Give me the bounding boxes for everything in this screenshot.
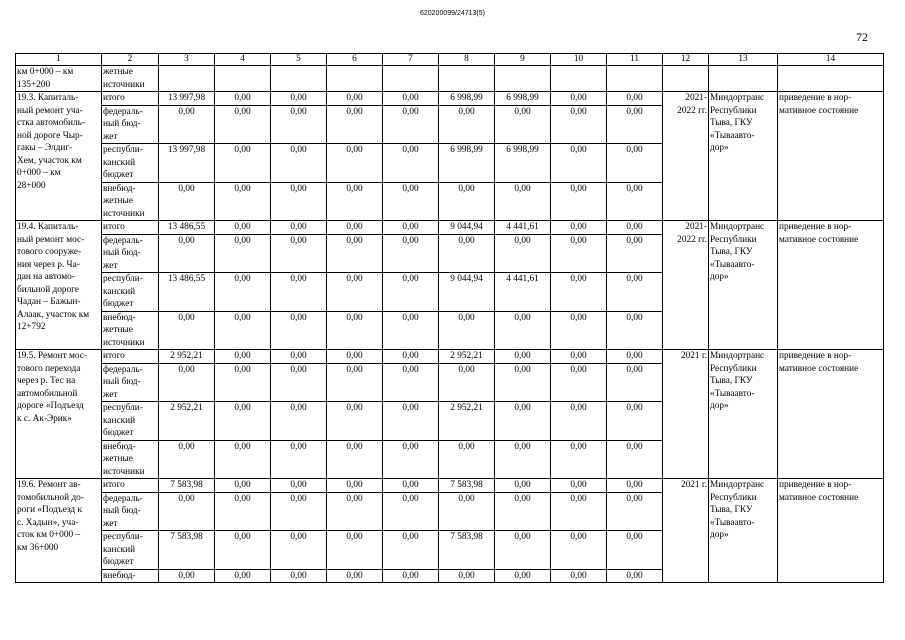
amount-cell: 6 998,99: [495, 144, 551, 183]
column-header: 6: [327, 54, 383, 66]
period-cell: 2021- 2022 гг.: [663, 221, 709, 350]
amount-cell: 0,00: [607, 569, 663, 583]
column-header: 8: [439, 54, 495, 66]
amount-cell: 0,00: [271, 531, 327, 570]
empty-cell: [383, 66, 439, 92]
amount-cell: 0,00: [607, 350, 663, 364]
executor-cell: Миндортранс Республики Тыва, ГКУ «Тываавто- дор»: [709, 92, 778, 221]
amount-cell: 13 486,55: [159, 273, 215, 312]
amount-cell: 0,00: [551, 234, 607, 273]
amount-cell: 0,00: [327, 350, 383, 364]
amount-cell: 0,00: [271, 440, 327, 479]
column-header: 7: [383, 54, 439, 66]
table-row: [16, 479, 884, 493]
amount-cell: 0,00: [607, 144, 663, 183]
column-header: 11: [607, 54, 663, 66]
empty-cell: [215, 66, 271, 92]
amount-cell: 0,00: [383, 92, 439, 106]
amount-cell: 0,00: [383, 569, 439, 583]
amount-cell: 0,00: [383, 402, 439, 441]
funding-source-cell: республи- канский бюджет: [102, 144, 159, 183]
amount-cell: 0,00: [495, 440, 551, 479]
amount-cell: 0,00: [327, 363, 383, 402]
amount-cell: 0,00: [607, 92, 663, 106]
object-name-cell: 19.5. Ремонт мос- тового перехода через р. Тес на автомобильной дороге «Подъезд к с. Ак-Эрик»: [16, 350, 102, 479]
amount-cell: 0,00: [271, 182, 327, 221]
amount-cell: 0,00: [551, 492, 607, 531]
amount-cell: 0,00: [383, 363, 439, 402]
page-number: 72: [856, 30, 868, 44]
amount-cell: 2 952,21: [159, 350, 215, 364]
result-cell: приведение в нор- мативное состояние: [778, 92, 884, 221]
amount-cell: 0,00: [271, 221, 327, 235]
amount-cell: 0,00: [271, 479, 327, 493]
amount-cell: 0,00: [159, 311, 215, 350]
executor-cell: Миндортранс Республики Тыва, ГКУ «Тываавто- дор»: [709, 479, 778, 583]
empty-cell: [495, 66, 551, 92]
column-header: 5: [271, 54, 327, 66]
amount-cell: 0,00: [607, 273, 663, 312]
amount-cell: 0,00: [495, 569, 551, 583]
amount-cell: 0,00: [215, 234, 271, 273]
amount-cell: 0,00: [607, 402, 663, 441]
amount-cell: 0,00: [439, 492, 495, 531]
empty-cell: [159, 66, 215, 92]
amount-cell: 0,00: [439, 363, 495, 402]
amount-cell: 7 583,98: [439, 531, 495, 570]
amount-cell: 0,00: [607, 479, 663, 493]
amount-cell: 2 952,21: [439, 350, 495, 364]
amount-cell: 0,00: [327, 402, 383, 441]
amount-cell: 0,00: [383, 221, 439, 235]
amount-cell: 7 583,98: [159, 479, 215, 493]
amount-cell: 0,00: [215, 350, 271, 364]
period-cell: 2021 г.: [663, 350, 709, 479]
amount-cell: 0,00: [551, 402, 607, 441]
funding-source-cell: внебюд- жетные источники: [102, 311, 159, 350]
amount-cell: 0,00: [159, 569, 215, 583]
amount-cell: 0,00: [159, 234, 215, 273]
amount-cell: 0,00: [271, 350, 327, 364]
amount-cell: 0,00: [383, 234, 439, 273]
executor-cell: Миндортранс Республики Тыва, ГКУ «Тываавто- дор»: [709, 221, 778, 350]
table-header-row: [16, 54, 884, 66]
amount-cell: 0,00: [495, 105, 551, 144]
executor-cell: Миндортранс Республики Тыва, ГКУ «Тываавто- дор»: [709, 350, 778, 479]
empty-cell: [778, 66, 884, 92]
amount-cell: 0,00: [271, 273, 327, 312]
amount-cell: 0,00: [551, 440, 607, 479]
funding-source-cell: федераль- ный бюд- жет: [102, 234, 159, 273]
column-header: 13: [709, 54, 778, 66]
amount-cell: 0,00: [551, 105, 607, 144]
funding-source-cell: итого: [102, 479, 159, 493]
amount-cell: 0,00: [607, 221, 663, 235]
amount-cell: 0,00: [551, 531, 607, 570]
amount-cell: 0,00: [159, 492, 215, 531]
amount-cell: 2 952,21: [439, 402, 495, 441]
amount-cell: 0,00: [495, 182, 551, 221]
amount-cell: 0,00: [495, 402, 551, 441]
empty-cell: [709, 66, 778, 92]
amount-cell: 0,00: [495, 479, 551, 493]
empty-cell: [327, 66, 383, 92]
amount-cell: 0,00: [327, 440, 383, 479]
table-row: [16, 92, 884, 106]
funding-source-cell: федераль- ный бюд- жет: [102, 492, 159, 531]
column-header: 12: [663, 54, 709, 66]
amount-cell: 0,00: [159, 440, 215, 479]
amount-cell: 0,00: [215, 492, 271, 531]
amount-cell: 0,00: [439, 440, 495, 479]
amount-cell: 0,00: [327, 182, 383, 221]
amount-cell: 0,00: [607, 234, 663, 273]
amount-cell: 0,00: [439, 569, 495, 583]
amount-cell: 6 998,99: [439, 92, 495, 106]
amount-cell: 0,00: [327, 311, 383, 350]
amount-cell: 0,00: [607, 531, 663, 570]
amount-cell: 0,00: [495, 492, 551, 531]
empty-cell: [271, 66, 327, 92]
amount-cell: 0,00: [215, 569, 271, 583]
amount-cell: 0,00: [551, 479, 607, 493]
amount-cell: 0,00: [215, 273, 271, 312]
amount-cell: 0,00: [551, 273, 607, 312]
amount-cell: 0,00: [383, 350, 439, 364]
amount-cell: 0,00: [495, 531, 551, 570]
funding-source-cell: жетные источники: [102, 66, 159, 92]
amount-cell: 0,00: [215, 92, 271, 106]
amount-cell: 9 044,94: [439, 273, 495, 312]
result-cell: приведение в нор- мативное состояние: [778, 221, 884, 350]
amount-cell: 0,00: [607, 363, 663, 402]
result-cell: приведение в нор- мативное состояние: [778, 350, 884, 479]
amount-cell: 0,00: [271, 234, 327, 273]
amount-cell: 0,00: [383, 479, 439, 493]
funding-source-cell: внебюд-: [102, 569, 159, 583]
empty-cell: [607, 66, 663, 92]
amount-cell: 0,00: [383, 311, 439, 350]
amount-cell: 0,00: [439, 311, 495, 350]
funding-source-cell: внебюд- жетные источники: [102, 440, 159, 479]
amount-cell: 0,00: [215, 531, 271, 570]
funding-source-cell: республи- канский бюджет: [102, 273, 159, 312]
funding-source-cell: федераль- ный бюд- жет: [102, 363, 159, 402]
amount-cell: 0,00: [327, 492, 383, 531]
amount-cell: 0,00: [383, 144, 439, 183]
amount-cell: 0,00: [215, 182, 271, 221]
amount-cell: 0,00: [495, 363, 551, 402]
column-header: 9: [495, 54, 551, 66]
empty-cell: [551, 66, 607, 92]
amount-cell: 13 486,55: [159, 221, 215, 235]
column-header: 10: [551, 54, 607, 66]
amount-cell: 0,00: [327, 105, 383, 144]
column-header: 14: [778, 54, 884, 66]
column-header: 3: [159, 54, 215, 66]
amount-cell: 0,00: [327, 221, 383, 235]
amount-cell: 0,00: [271, 492, 327, 531]
object-name-cell: км 0+000 – км 135+200: [16, 66, 102, 92]
amount-cell: 0,00: [383, 531, 439, 570]
amount-cell: 4 441,61: [495, 221, 551, 235]
table-row: [16, 350, 884, 364]
empty-cell: [663, 66, 709, 92]
amount-cell: 0,00: [327, 92, 383, 106]
amount-cell: 0,00: [159, 363, 215, 402]
amount-cell: 0,00: [551, 182, 607, 221]
amount-cell: 0,00: [159, 182, 215, 221]
amount-cell: 0,00: [439, 105, 495, 144]
amount-cell: 0,00: [327, 569, 383, 583]
amount-cell: 0,00: [551, 569, 607, 583]
object-name-cell: 19.3. Капиталь- ный ремонт уча- стка автомобиль- ной дороге Чыр- гакы – Элдиг- Хем, участок км 0+000 – км 28+000: [16, 92, 102, 221]
amount-cell: 0,00: [327, 273, 383, 312]
table-row: [16, 66, 884, 92]
budget-table: [15, 53, 884, 583]
amount-cell: 0,00: [159, 105, 215, 144]
amount-cell: 2 952,21: [159, 402, 215, 441]
funding-source-cell: республи- канский бюджет: [102, 531, 159, 570]
column-header: 1: [16, 54, 102, 66]
amount-cell: 0,00: [271, 311, 327, 350]
amount-cell: 0,00: [383, 440, 439, 479]
amount-cell: 4 441,61: [495, 273, 551, 312]
amount-cell: 0,00: [495, 350, 551, 364]
column-header: 4: [215, 54, 271, 66]
amount-cell: 9 044,94: [439, 221, 495, 235]
period-cell: 2021 г.: [663, 479, 709, 583]
amount-cell: 0,00: [383, 105, 439, 144]
amount-cell: 0,00: [607, 440, 663, 479]
amount-cell: 0,00: [607, 311, 663, 350]
funding-source-cell: внебюд- жетные источники: [102, 182, 159, 221]
amount-cell: 0,00: [327, 479, 383, 493]
amount-cell: 0,00: [271, 402, 327, 441]
amount-cell: 0,00: [439, 182, 495, 221]
table-row: [16, 221, 884, 235]
amount-cell: 0,00: [215, 311, 271, 350]
amount-cell: 0,00: [551, 363, 607, 402]
amount-cell: 0,00: [551, 92, 607, 106]
amount-cell: 0,00: [271, 144, 327, 183]
amount-cell: 0,00: [439, 234, 495, 273]
amount-cell: 0,00: [271, 92, 327, 106]
amount-cell: 0,00: [383, 492, 439, 531]
result-cell: приведение в нор- мативное состояние: [778, 479, 884, 583]
amount-cell: 0,00: [495, 311, 551, 350]
object-name-cell: 19.6. Ремонт ав- томобильной до- роги «Подъезд к с. Хадын», уча- сток км 0+000 – км 36+000: [16, 479, 102, 583]
amount-cell: 0,00: [215, 479, 271, 493]
amount-cell: 7 583,98: [439, 479, 495, 493]
amount-cell: 0,00: [271, 105, 327, 144]
amount-cell: 13 997,98: [159, 92, 215, 106]
amount-cell: 0,00: [215, 144, 271, 183]
document-id: 620200099/24713(5): [419, 10, 485, 17]
amount-cell: 0,00: [327, 531, 383, 570]
amount-cell: 0,00: [215, 402, 271, 441]
funding-source-cell: республи- канский бюджет: [102, 402, 159, 441]
funding-source-cell: итого: [102, 221, 159, 235]
column-header: 2: [102, 54, 159, 66]
amount-cell: 0,00: [327, 234, 383, 273]
amount-cell: 0,00: [215, 105, 271, 144]
period-cell: 2021- 2022 гг.: [663, 92, 709, 221]
amount-cell: 0,00: [607, 105, 663, 144]
amount-cell: 0,00: [551, 350, 607, 364]
empty-cell: [439, 66, 495, 92]
amount-cell: 0,00: [215, 440, 271, 479]
amount-cell: 0,00: [383, 182, 439, 221]
amount-cell: 0,00: [271, 569, 327, 583]
funding-source-cell: итого: [102, 92, 159, 106]
funding-source-cell: итого: [102, 350, 159, 364]
amount-cell: 0,00: [327, 144, 383, 183]
amount-cell: 0,00: [607, 182, 663, 221]
amount-cell: 0,00: [215, 363, 271, 402]
funding-source-cell: федераль- ный бюд- жет: [102, 105, 159, 144]
amount-cell: 0,00: [551, 144, 607, 183]
amount-cell: 0,00: [551, 311, 607, 350]
amount-cell: 6 998,99: [495, 92, 551, 106]
amount-cell: 7 583,98: [159, 531, 215, 570]
amount-cell: 6 998,99: [439, 144, 495, 183]
amount-cell: 0,00: [383, 273, 439, 312]
amount-cell: 0,00: [215, 221, 271, 235]
amount-cell: 0,00: [271, 363, 327, 402]
amount-cell: 0,00: [607, 492, 663, 531]
amount-cell: 0,00: [495, 234, 551, 273]
amount-cell: 0,00: [551, 221, 607, 235]
amount-cell: 13 997,98: [159, 144, 215, 183]
object-name-cell: 19.4. Капиталь- ный ремонт мос- тового сооруже- ния через р. Ча- дан на автомо- бильной дороге Чадан – Бажын- Алаак, участок км 12+792: [16, 221, 102, 350]
